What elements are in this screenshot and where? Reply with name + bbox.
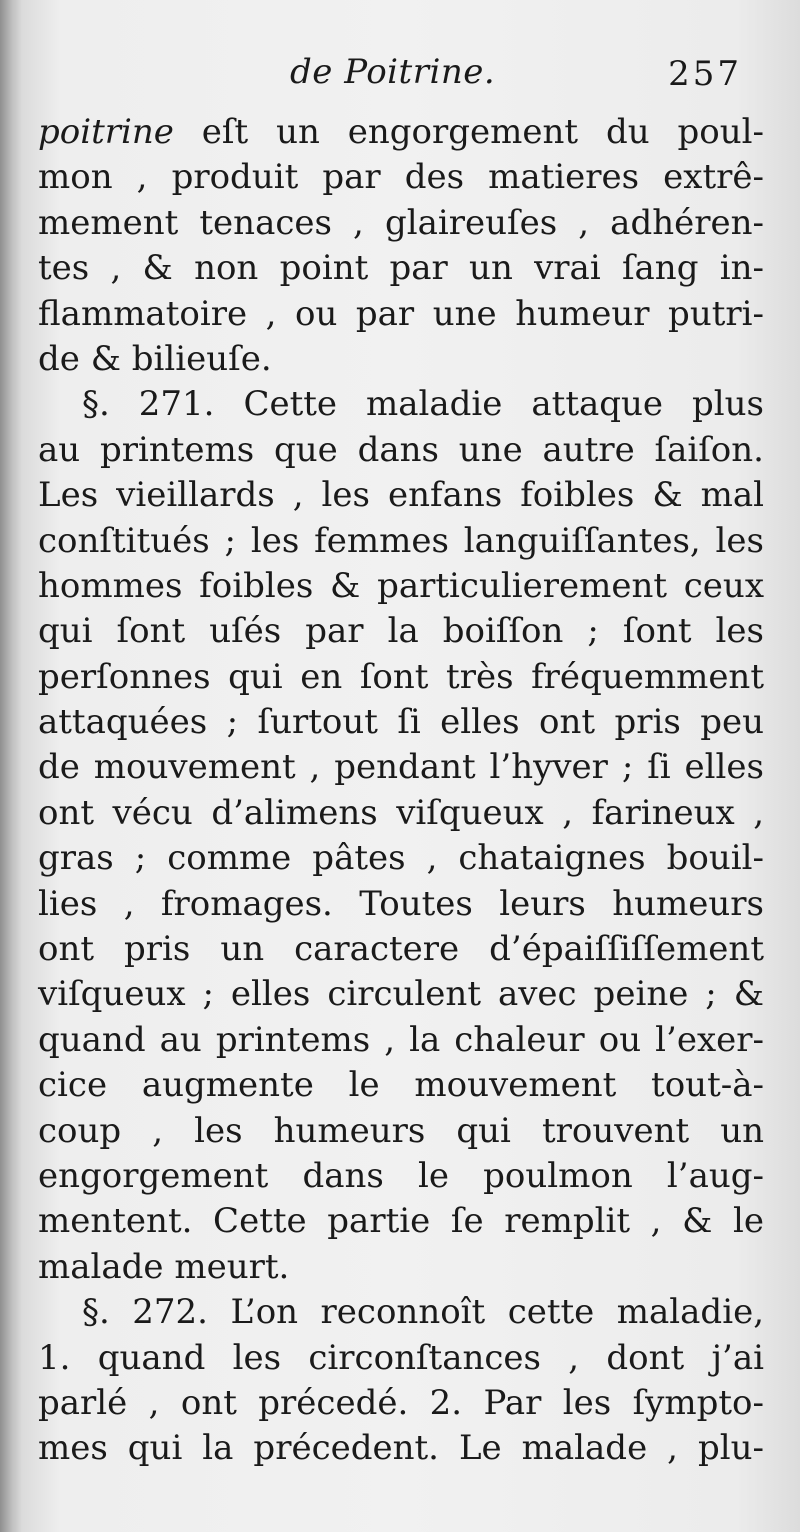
text-line: §. 272. L’on reconnoît cette maladie, bbox=[82, 1292, 764, 1333]
text-line: gras ; comme pâtes , chataignes bouil- bbox=[38, 838, 764, 879]
text-line: attaquées ; ſurtout ſi elles ont pris peu bbox=[38, 702, 764, 743]
text-line: conſtitués ; les femmes languiſſantes, les bbox=[38, 520, 764, 561]
text-line: hommes foibles & particulierement ceux bbox=[38, 565, 764, 606]
text-line: ont vécu d’alimens viſqueux , farineux , bbox=[38, 792, 764, 833]
text-line: quand au printems , la chaleur ou l’exer- bbox=[38, 1019, 764, 1060]
text-line: mentent. Cette partie ſe remplit , & le bbox=[38, 1201, 764, 1242]
text-line: perſonnes qui en ſont très fréquemment bbox=[38, 656, 764, 697]
text-line: malade meurt. bbox=[38, 1246, 290, 1287]
text-line: coup , les humeurs qui trouvent un bbox=[38, 1110, 764, 1151]
body-text bbox=[38, 110, 764, 1472]
text-line: de & bilieuſe. bbox=[38, 338, 272, 379]
text-line: parlé , ont précedé. 2. Par les ſympto- bbox=[38, 1382, 764, 1423]
text-line: lies , fromages. Toutes leurs humeurs bbox=[38, 883, 764, 924]
text-line: flammatoire , ou par une humeur putri- bbox=[38, 293, 764, 334]
text-line: engorgement dans le poulmon l’aug- bbox=[38, 1155, 764, 1196]
text-line: qui ſont uſés par la boiſſon ; ſont les bbox=[38, 611, 764, 652]
page-number: 257 bbox=[668, 54, 742, 94]
text-line: Les vieillards , les enfans foibles & mal bbox=[38, 475, 764, 516]
text-line: mon , produit par des matieres extrê- bbox=[38, 157, 764, 198]
text-line: au printems que dans une autre ſaiſon. bbox=[38, 429, 764, 470]
text-line: de mouvement , pendant l’hyver ; ſi elles bbox=[38, 747, 764, 788]
running-title: de Poitrine. bbox=[290, 52, 496, 92]
text-line: 1. quand les circonſtances , dont j’ai bbox=[38, 1337, 764, 1378]
text-line: mement tenaces , glaireuſes , adhéren- bbox=[38, 202, 764, 243]
text-line: viſqueux ; elles circulent avec peine ; & bbox=[38, 974, 764, 1015]
text-line: ont pris un caractere d’épaiſſiſſement bbox=[38, 929, 764, 970]
text-line: cice augmente le mouvement tout-à- bbox=[38, 1065, 764, 1106]
text-line: poitrine eſt un engorgement du poul- bbox=[38, 112, 764, 152]
text-line: tes , & non point par un vrai ſang in- bbox=[38, 248, 764, 289]
italic-word: poitrine bbox=[38, 112, 174, 152]
text-line: mes qui la précedent. Le malade , plu- bbox=[38, 1428, 764, 1469]
text-line: §. 271. Cette maladie attaque plus bbox=[82, 384, 764, 425]
running-head bbox=[0, 52, 800, 102]
